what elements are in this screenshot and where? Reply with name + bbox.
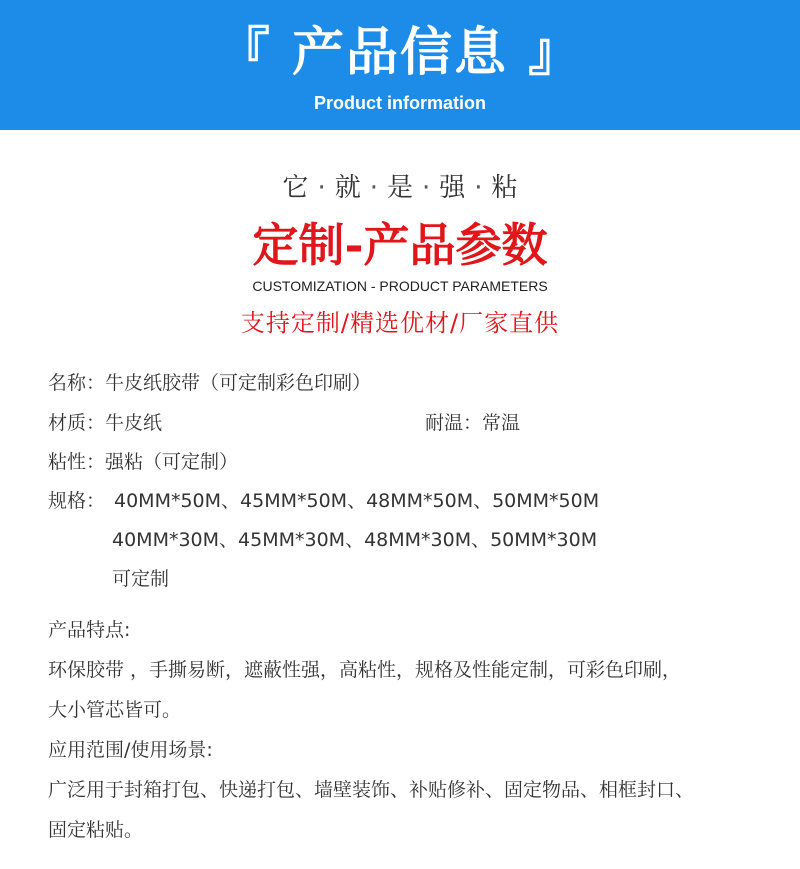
slogan-separator: ·	[474, 173, 483, 203]
param-spec-line: 40MM*50M、45MM*50M、48MM*50M、50MM*50M	[114, 490, 600, 512]
slogan-char: 它	[282, 173, 309, 203]
usage-heading: 应用范围/使用场景:	[48, 739, 213, 761]
param-row-spec	[48, 486, 768, 516]
param-name: 名称：牛皮纸胶带（可定制彩色印刷）	[48, 372, 372, 394]
tagline: 支持定制/精选优材/厂家直供	[240, 309, 560, 337]
slogan-char: 是	[386, 173, 413, 203]
param-stickiness: 粘性：强粘（可定制）	[48, 451, 239, 473]
slogan-separator: ·	[317, 173, 326, 203]
usage-text: 广泛用于封箱打包、快递打包、墙壁装饰、补贴修补、固定物品、相框封口、	[48, 779, 695, 801]
banner-subtitle: Product information	[314, 93, 486, 113]
param-spec-label: 规格：	[48, 490, 106, 512]
param-temperature: 耐温：常温	[425, 412, 521, 434]
param-material: 材质：牛皮纸	[48, 412, 163, 434]
slogan-separator: ·	[422, 173, 431, 203]
param-spec-line: 40MM*30M、45MM*30M、48MM*30M、50MM*30M	[112, 529, 598, 551]
features-heading: 产品特点:	[48, 619, 131, 641]
slogan	[0, 170, 800, 206]
banner-title: 『 产品信息 』	[217, 23, 583, 83]
param-row-spec-2	[48, 525, 768, 555]
product-info-banner	[0, 0, 800, 130]
section-headline-english: CUSTOMIZATION - PRODUCT PARAMETERS	[252, 278, 548, 294]
features-text: 环保胶带 ，手撕易断，遮蔽性强，高粘性，规格及性能定制，可彩色印刷，	[48, 659, 682, 681]
param-row-material	[48, 408, 768, 438]
product-features	[48, 610, 768, 850]
param-spec-line: 可定制	[112, 568, 170, 590]
usage-text: 固定粘贴。	[48, 819, 144, 841]
slogan-char: 就	[334, 173, 361, 203]
slogan-separator: ·	[369, 173, 378, 203]
features-text: 大小管芯皆可。	[48, 699, 182, 721]
section-headline: 定制-产品参数	[252, 218, 548, 272]
slogan-char: 强	[439, 173, 466, 203]
slogan-char: 粘	[491, 173, 518, 203]
